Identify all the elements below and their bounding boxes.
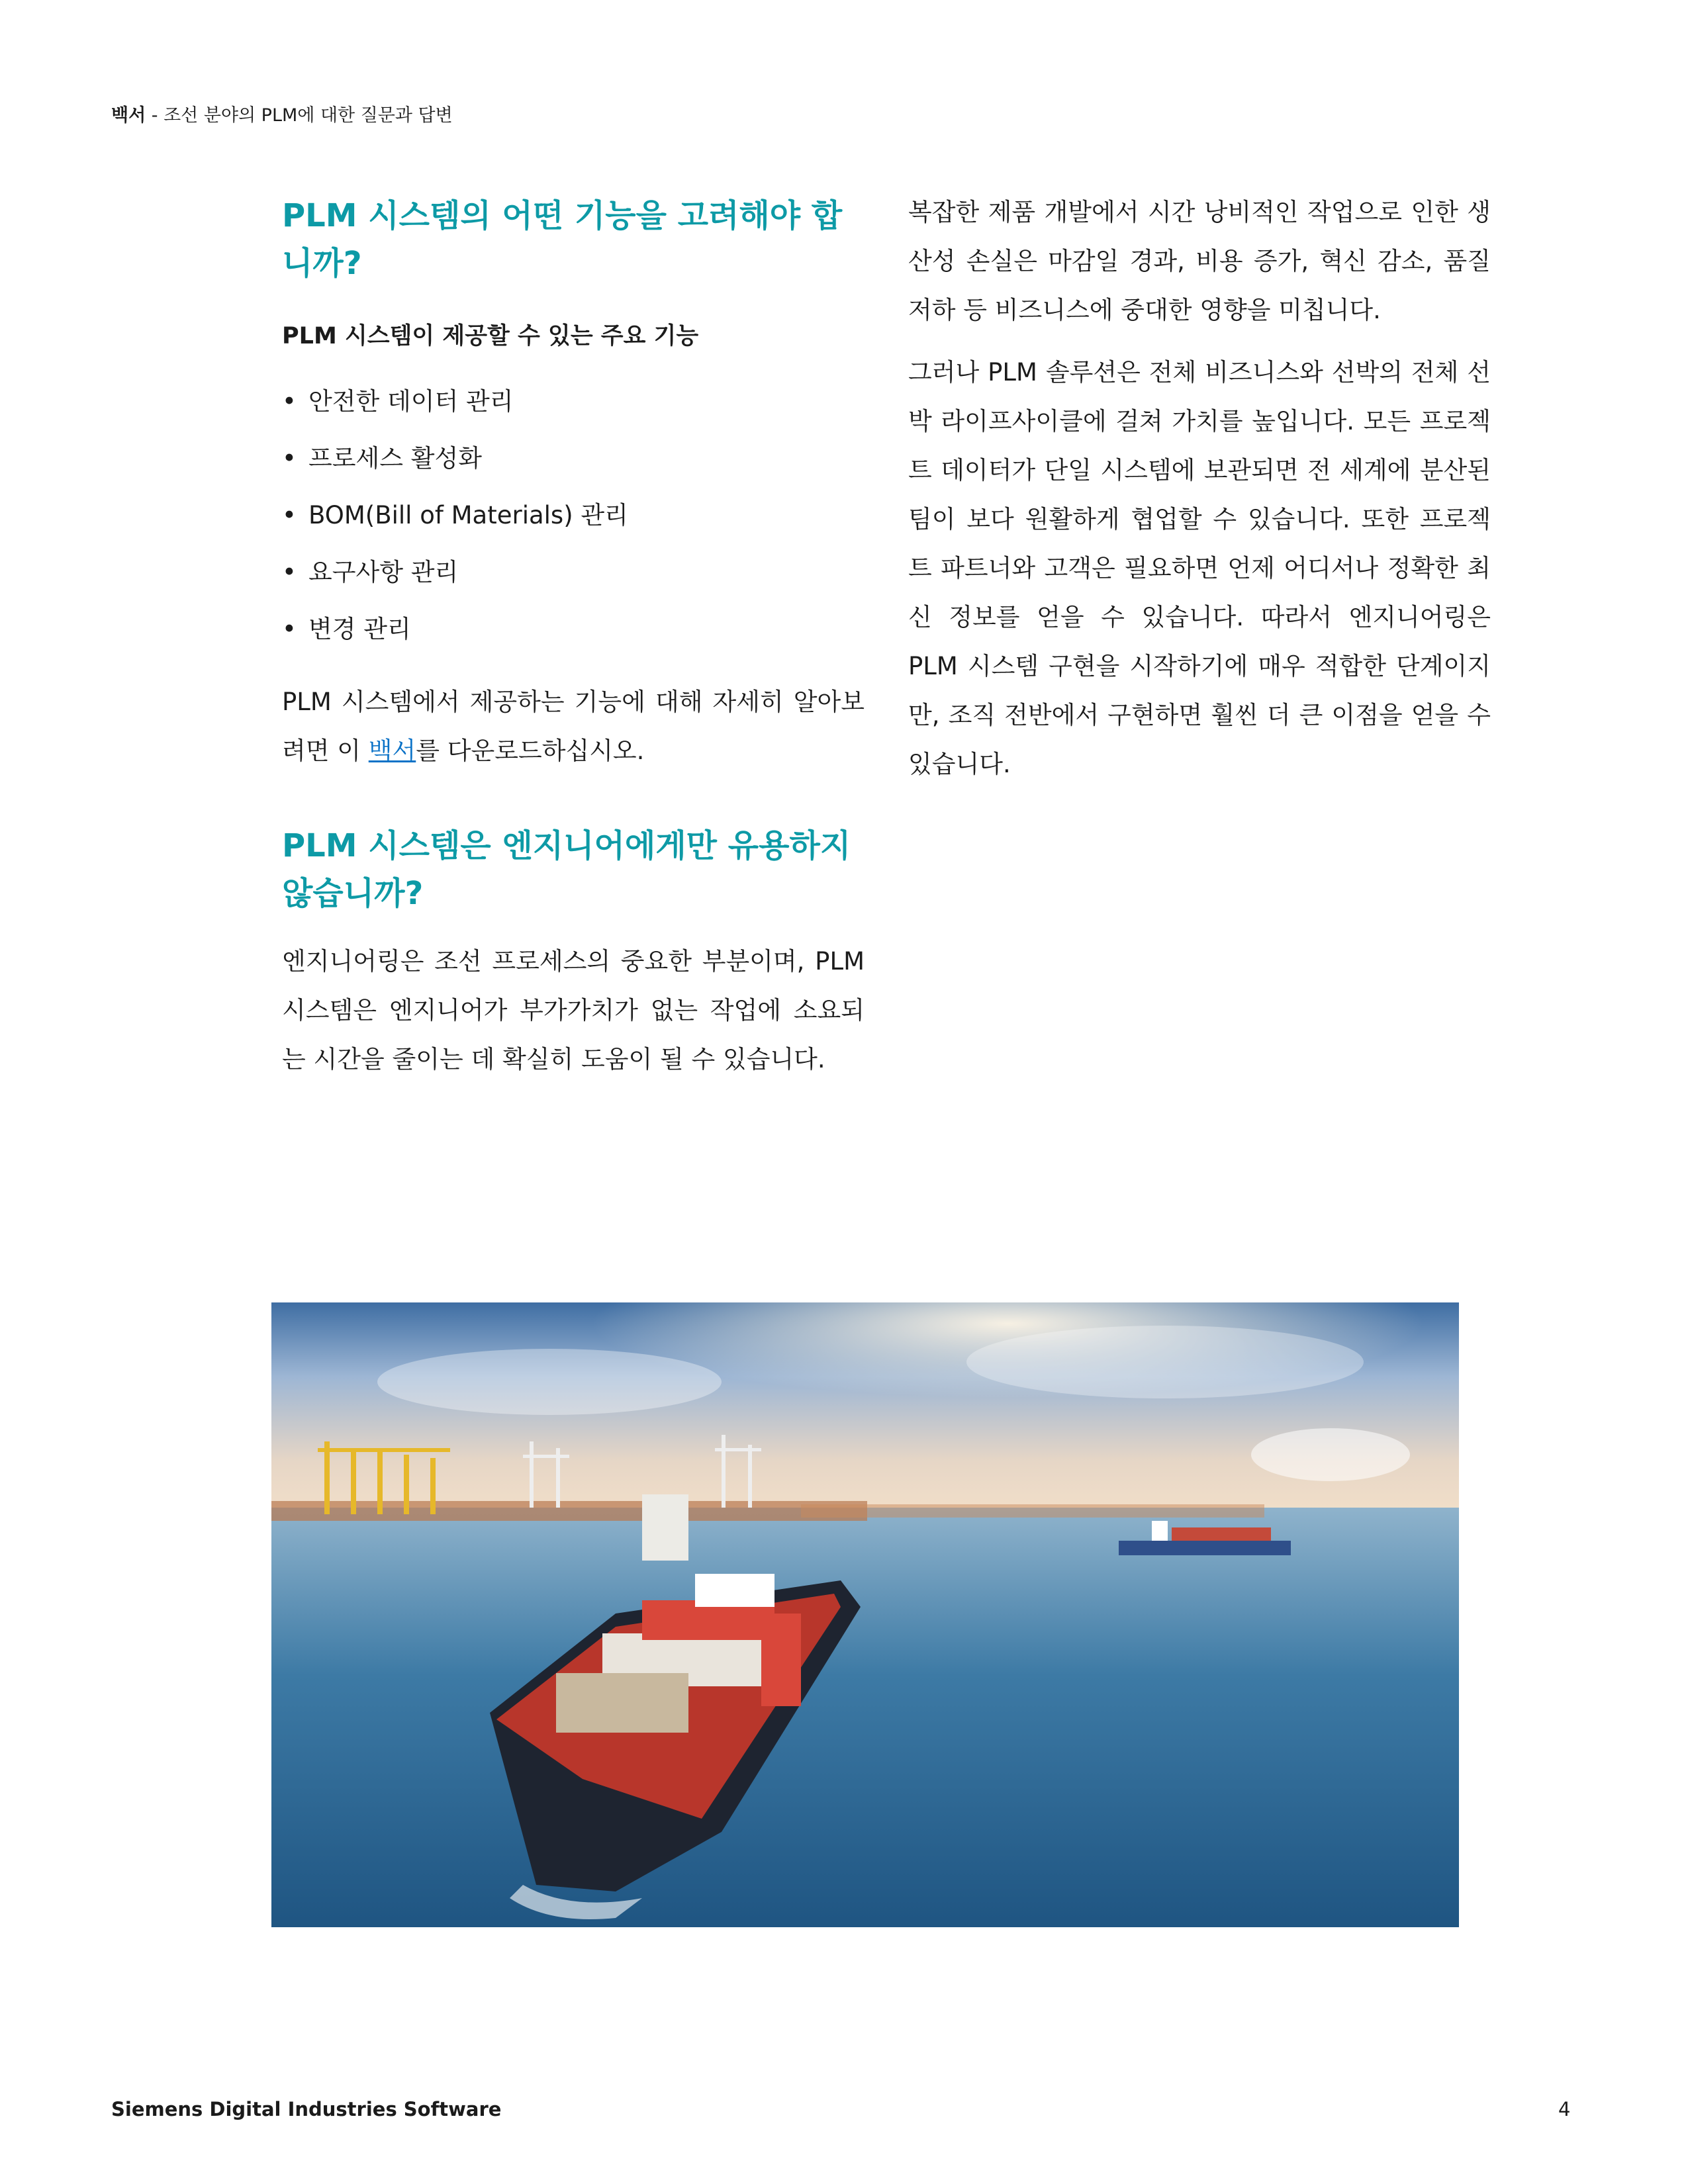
paragraph-text: PLM 시스템에서 제공하는 기능에 대해 자세히 알아보려면 이 (282, 688, 865, 765)
features-subheading: PLM 시스템이 제공할 수 있는 주요 기능 (282, 323, 699, 349)
page-number: 4 (1558, 2098, 1571, 2120)
left-column (282, 192, 865, 1084)
plm-value-paragraph: 그러나 PLM 솔루션은 전체 비즈니스와 선박의 전체 선박 라이프사이클에 걸쳐 가치를 높입니다. 모든 프로젝트 데이터가 단일 시스템에 보관되면 전 세계에 분산된 팀이 보다 원활하게 협업할 수 있습니다. 또한 프로젝트 파트너와 고객은 필요하면 언제 어디서나 정확한 최신 정보를 얻을 수 있습니다. 따라서 엔지니어링은 PLM 시스템 구현을 시작하기에 매우 적합한 단계이지만, 조직 전반에서 구현하면 훨씬 더 큰 이점을 얻을 수 있습니다. (908, 358, 1491, 778)
features-paragraph (282, 678, 865, 776)
paragraph-text: 를 다운로드하십시오. (416, 737, 645, 765)
right-column (908, 192, 1491, 789)
list-item: • 요구사항 관리 (282, 544, 865, 601)
list-item: • 변경 관리 (282, 601, 865, 658)
section-heading-features: PLM 시스템의 어떤 기능을 고려해야 합니까? (282, 197, 843, 282)
engineers-paragraph: 엔지니어링은 조선 프로세스의 중요한 부분이며, PLM 시스템은 엔지니어가 부가가치가 없는 작업에 소요되는 시간을 줄이는 데 확실히 도움이 될 수 있습니다. (282, 947, 865, 1073)
footer-company: Siemens Digital Industries Software (111, 2098, 502, 2120)
section-heading-engineers: PLM 시스템은 엔지니어에게만 유용하지 않습니까? (282, 827, 851, 912)
container-ship-photo (271, 1302, 1459, 1927)
running-header (111, 101, 453, 126)
header-separator: - (146, 105, 164, 126)
productivity-paragraph: 복잡한 제품 개발에서 시간 낭비적인 작업으로 인한 생산성 손실은 마감일 경과, 비용 증가, 혁신 감소, 품질 저하 등 비즈니스에 중대한 영향을 미칩니다. (908, 198, 1491, 324)
features-list (282, 373, 865, 658)
list-item: • 프로세스 활성화 (282, 430, 865, 487)
list-item: • 안전한 데이터 관리 (282, 373, 865, 430)
header-prefix: 백서 (111, 105, 146, 126)
header-title: 조선 분야의 PLM에 대한 질문과 답변 (164, 105, 453, 126)
container-ship-illustration (271, 1302, 1459, 1927)
whitepaper-link[interactable]: 백서 (368, 737, 416, 765)
list-item: • BOM(Bill of Materials) 관리 (282, 487, 865, 544)
